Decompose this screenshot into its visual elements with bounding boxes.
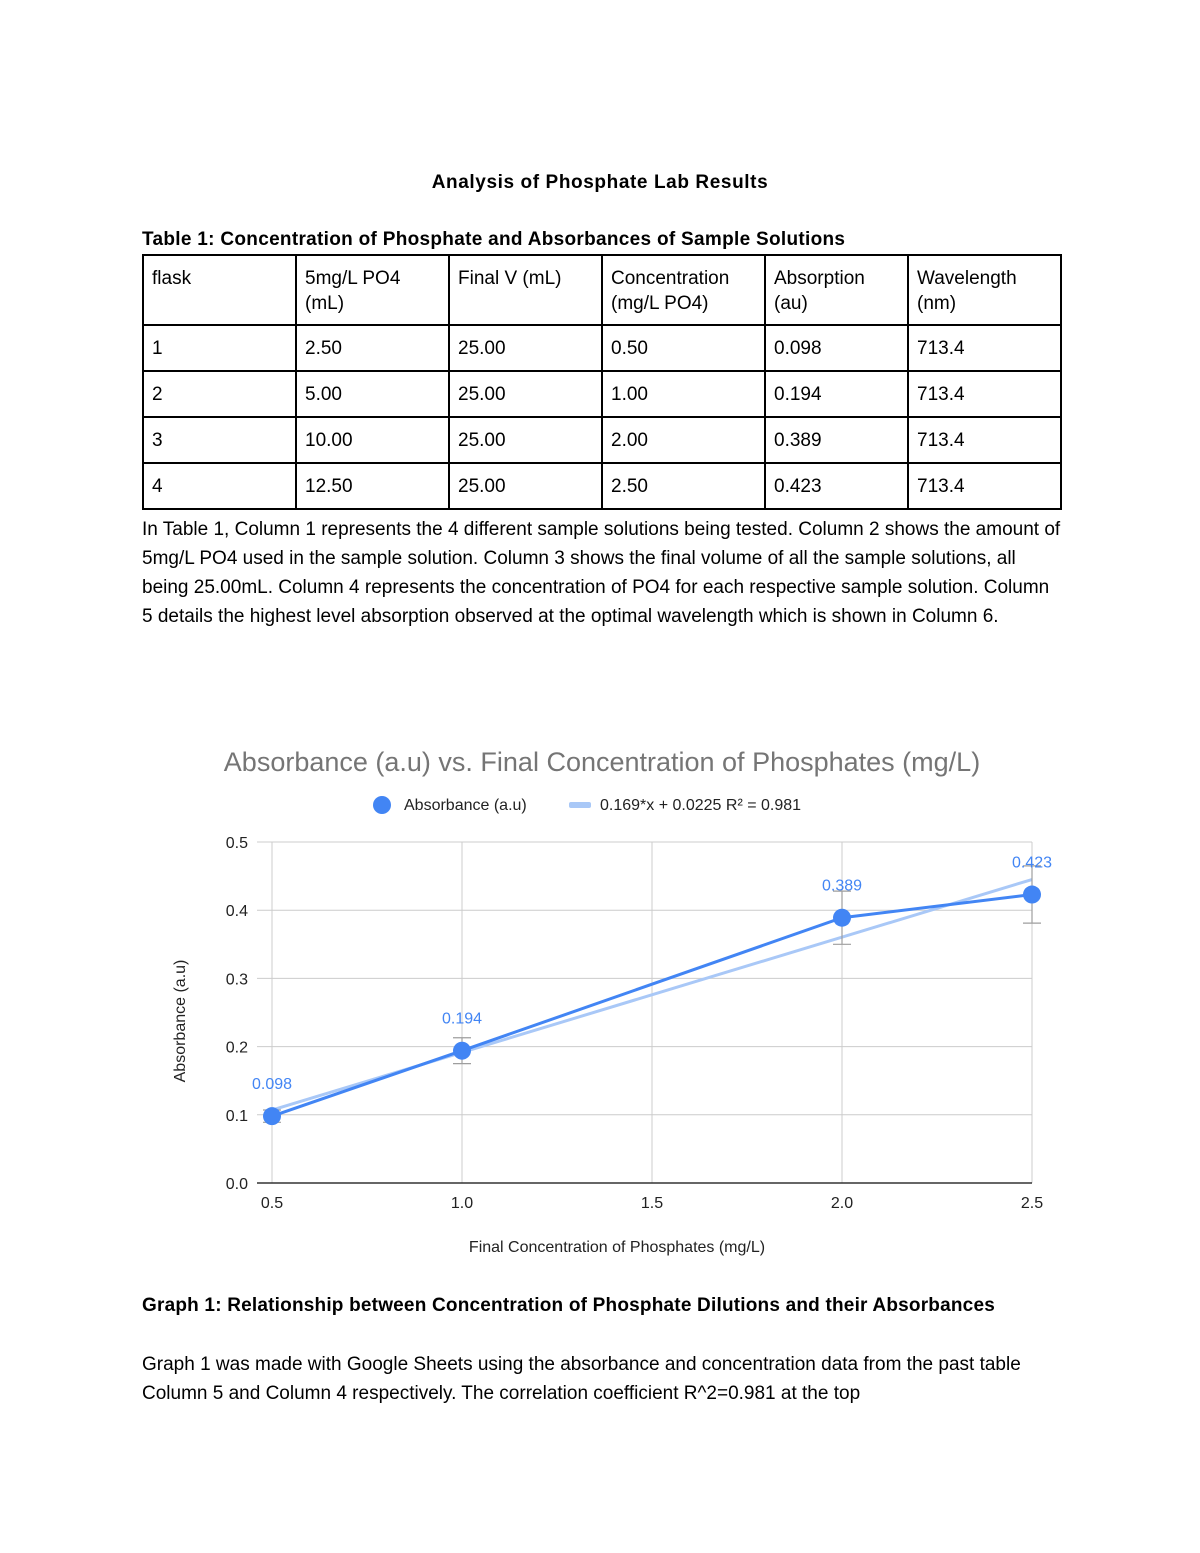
table-cell: 2 bbox=[143, 371, 296, 417]
data-point bbox=[1023, 886, 1041, 904]
data-point bbox=[833, 909, 851, 927]
table-header-text: 5mg/L PO4 bbox=[305, 268, 401, 289]
table-header-text: (nm) bbox=[917, 293, 957, 314]
table-cell: 10.00 bbox=[296, 417, 449, 463]
data-label: 0.194 bbox=[441, 1010, 483, 1028]
results-table bbox=[142, 254, 1062, 510]
table-cell: 12.50 bbox=[296, 463, 449, 509]
table-cell: 1.00 bbox=[602, 371, 765, 417]
y-tick-label: 0.0 bbox=[225, 1176, 248, 1193]
table-header-text: (mL) bbox=[305, 293, 345, 314]
table-cell: 0.50 bbox=[602, 325, 765, 371]
table-cell: 3 bbox=[143, 417, 296, 463]
data-point bbox=[453, 1042, 471, 1060]
table-cell: 25.00 bbox=[449, 417, 602, 463]
table-cell: 0.389 bbox=[765, 417, 908, 463]
table-row bbox=[143, 417, 1061, 463]
table-header-text: Final V (mL) bbox=[458, 268, 562, 289]
y-tick-label: 0.3 bbox=[225, 971, 248, 989]
table-cell: 0.194 bbox=[765, 371, 908, 417]
table-cell: 713.4 bbox=[908, 417, 1061, 463]
y-tick-label: 0.1 bbox=[225, 1107, 248, 1125]
table-cell: 25.00 bbox=[449, 371, 602, 417]
table-header-cell bbox=[602, 255, 765, 325]
table-header-cell bbox=[449, 255, 602, 325]
table-cell: 2.00 bbox=[602, 417, 765, 463]
x-tick-label: 2.5 bbox=[1020, 1195, 1044, 1212]
legend-marker-trendline bbox=[569, 802, 591, 808]
table-header-text: flask bbox=[152, 268, 192, 289]
table-cell: 1 bbox=[143, 325, 296, 371]
chart-svg bbox=[142, 728, 1062, 1268]
table-header-text: Concentration bbox=[611, 268, 730, 289]
table-row bbox=[143, 325, 1061, 371]
table-cell: 25.00 bbox=[449, 325, 602, 371]
chart-title: Absorbance (a.u) vs. Final Concentration of Phosphates (mg/L) bbox=[223, 747, 981, 777]
table-header-text: Wavelength bbox=[917, 268, 1017, 289]
table-cell: 4 bbox=[143, 463, 296, 509]
table-header-text: (au) bbox=[774, 293, 808, 314]
table-header-text: (mg/L PO4) bbox=[611, 293, 709, 314]
graph-description-paragraph: Graph 1 was made with Google Sheets using the absorbance and concentration data from the past table Column 5 and Column 4 respectively. The correlation coefficient R^2=0.981 at the top bbox=[142, 1354, 1021, 1404]
table-row bbox=[143, 463, 1061, 509]
table-cell: 713.4 bbox=[908, 371, 1061, 417]
table-caption: Table 1: Concentration of Phosphate and Absorbances of Sample Solutions bbox=[142, 229, 846, 250]
document-title: Analysis of Phosphate Lab Results bbox=[431, 172, 769, 193]
table-header-cell bbox=[765, 255, 908, 325]
y-tick-label: 0.2 bbox=[225, 1039, 248, 1057]
table-cell: 0.423 bbox=[765, 463, 908, 509]
x-tick-label: 1.0 bbox=[450, 1195, 474, 1212]
graph-caption: Graph 1: Relationship between Concentration of Phosphate Dilutions and their Absorbances bbox=[142, 1295, 995, 1316]
table-cell: 713.4 bbox=[908, 463, 1061, 509]
table-header-cell bbox=[908, 255, 1061, 325]
table-header-cell bbox=[296, 255, 449, 325]
data-label: 0.389 bbox=[821, 877, 863, 895]
x-tick-label: 1.5 bbox=[640, 1195, 664, 1212]
legend-label-trendline: 0.169*x + 0.0225 R² = 0.981 bbox=[600, 797, 802, 814]
data-label: 0.098 bbox=[251, 1076, 293, 1094]
data-label: 0.423 bbox=[1011, 854, 1053, 872]
x-tick-label: 2.0 bbox=[830, 1195, 854, 1212]
x-axis-title: Final Concentration of Phosphates (mg/L) bbox=[468, 1239, 766, 1256]
table-description-paragraph: In Table 1, Column 1 represents the 4 different sample solutions being tested. Column 2 shows the amount of 5mg/L PO4 used in the sample solution. Column 3 shows the final volume of all the sample solutions, all being 25.00mL. Column 4 represents the concentration of PO4 for each respective sample solution. Column 5 details the highest level absorption observed at the optimal wavelength which is shown in Column 6. bbox=[142, 519, 1061, 627]
table-header-row bbox=[143, 255, 1061, 325]
legend-marker-absorbance bbox=[373, 796, 391, 814]
table-cell: 25.00 bbox=[449, 463, 602, 509]
absorbance-chart bbox=[142, 728, 1062, 1268]
table-header-text: Absorption bbox=[774, 268, 865, 289]
table-cell: 2.50 bbox=[602, 463, 765, 509]
y-axis-title: Absorbance (a.u) bbox=[172, 959, 189, 1083]
table-row bbox=[143, 371, 1061, 417]
legend-label-absorbance: Absorbance (a.u) bbox=[404, 797, 527, 814]
table-cell: 713.4 bbox=[908, 325, 1061, 371]
table-cell: 5.00 bbox=[296, 371, 449, 417]
table-header-cell bbox=[143, 255, 296, 325]
table-cell: 2.50 bbox=[296, 325, 449, 371]
table-cell: 0.098 bbox=[765, 325, 908, 371]
y-tick-label: 0.4 bbox=[225, 903, 248, 921]
y-tick-label: 0.5 bbox=[225, 835, 248, 852]
x-tick-label: 0.5 bbox=[260, 1195, 284, 1212]
data-point bbox=[263, 1107, 281, 1125]
